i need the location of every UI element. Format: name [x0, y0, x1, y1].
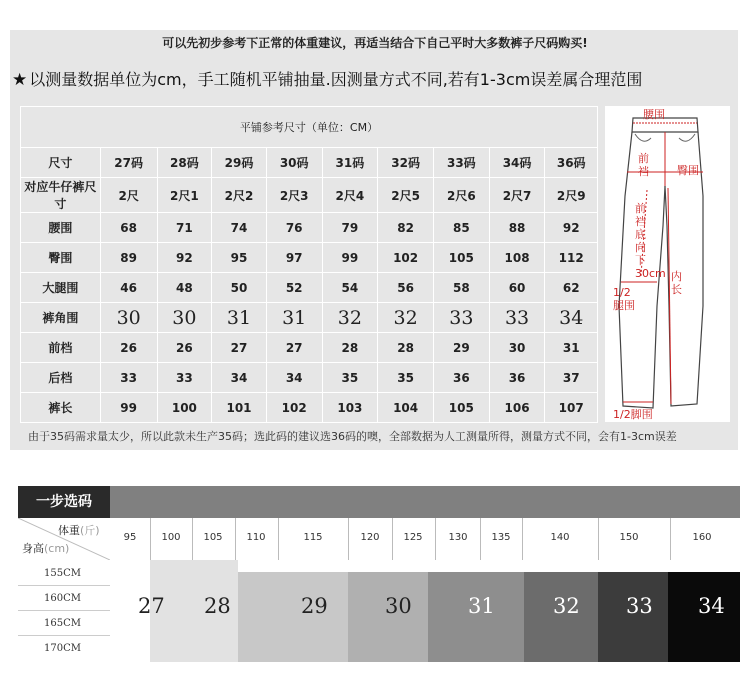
size-block-label: 29 — [301, 594, 328, 618]
size-block-label: 32 — [553, 594, 580, 618]
axis-corner — [18, 518, 110, 560]
size-table-cell: 99 — [100, 393, 157, 423]
size-block — [238, 572, 348, 662]
weight-tick-label: 105 — [203, 532, 223, 543]
height-tick-label: 170CM — [44, 643, 81, 654]
weight-tick-label: 160 — [692, 532, 712, 543]
size-table-row — [21, 273, 598, 303]
size-table-cell: 102 — [266, 393, 322, 423]
size-block-label: 33 — [626, 594, 653, 618]
size-table-cell: 34码 — [489, 148, 545, 178]
size-table-row — [21, 148, 598, 178]
size-table-cell: 26 — [100, 333, 157, 363]
size-table-row — [21, 363, 598, 393]
weight-tick-label: 130 — [448, 532, 468, 543]
size-table-cell: 31 — [545, 333, 598, 363]
height-tick-label: 160CM — [44, 593, 81, 604]
size-table-cell: 71 — [157, 213, 212, 243]
size-table-cell: 35 — [322, 363, 378, 393]
size-table-cell: 52 — [266, 273, 322, 303]
size-table-cell: 58 — [433, 273, 489, 303]
weight-advice-note: 可以先初步参考下正常的体重建议，再适当结合下自己平时大多数裤子尺码购买! — [162, 36, 588, 50]
inseam-label: 内长 — [671, 270, 682, 296]
size-table-cell: 30码 — [266, 148, 322, 178]
size-table-row-label: 前档 — [21, 333, 101, 363]
height-axis-label — [22, 540, 69, 556]
weight-column-divider — [348, 518, 349, 560]
size-table-cell: 99 — [322, 243, 378, 273]
size-table-cell: 26 — [157, 333, 212, 363]
size-table-row-label: 对应牛仔裤尺寸 — [21, 178, 101, 213]
size-table-cell: 28 — [322, 333, 378, 363]
size-table-cell: 29码 — [212, 148, 267, 178]
weight-label-text: 体重 — [58, 524, 80, 537]
height-tick-label: 155CM — [44, 568, 81, 579]
size-table-cell: 100 — [157, 393, 212, 423]
front-rise-label: 前裆 — [638, 152, 649, 178]
weight-tick-label: 150 — [619, 532, 639, 543]
size-table-row — [21, 213, 598, 243]
size-table-row-label: 臀围 — [21, 243, 101, 273]
size-table-cell: 2尺 — [100, 178, 157, 213]
size-table-cell: 33 — [100, 363, 157, 393]
weight-column-divider — [278, 518, 279, 560]
weight-axis — [18, 518, 740, 560]
weight-column-divider — [150, 518, 151, 560]
size-table-row — [21, 178, 598, 213]
size-table-cell: 2尺1 — [157, 178, 212, 213]
weight-column-divider — [480, 518, 481, 560]
size-table-cell: 104 — [378, 393, 434, 423]
size-table-cell: 32 — [322, 303, 378, 333]
size-block-label: 27 — [138, 594, 165, 618]
size-table-cell: 105 — [433, 393, 489, 423]
size-table-row — [21, 333, 598, 363]
size-chart-header-bar — [18, 486, 740, 518]
size-table-cell: 33码 — [433, 148, 489, 178]
size-table-cell: 27 — [212, 333, 267, 363]
size-table-cell: 48 — [157, 273, 212, 303]
size-table-row-label: 腰围 — [21, 213, 101, 243]
measurement-headline-text: 以测量数据单位为cm，手工随机平铺抽量.因测量方式不同,若有1-3cm误差属合理范围 — [29, 70, 643, 89]
size-table-cell: 89 — [100, 243, 157, 273]
weight-tick-label: 115 — [303, 532, 323, 543]
size-table-row-label: 大腿围 — [21, 273, 101, 303]
weight-column-divider — [192, 518, 193, 560]
size-table-cell: 88 — [489, 213, 545, 243]
size-table-cell: 102 — [378, 243, 434, 273]
size-block-label: 34 — [698, 594, 725, 618]
size-table-cell: 36 — [489, 363, 545, 393]
height-label-text: 身高 — [22, 542, 44, 555]
size-table-cell: 28 — [378, 333, 434, 363]
weight-tick-label: 125 — [403, 532, 423, 543]
hip-label: 臀围 — [677, 164, 699, 177]
size-table-cell: 97 — [266, 243, 322, 273]
size-table-cell: 74 — [212, 213, 267, 243]
size-table-cell: 2尺4 — [322, 178, 378, 213]
weight-tick-label: 135 — [491, 532, 511, 543]
size-table-cell: 82 — [378, 213, 434, 243]
weight-column-divider — [235, 518, 236, 560]
size-table-cell: 85 — [433, 213, 489, 243]
weight-tick-label: 120 — [360, 532, 380, 543]
size-table-cell: 35 — [378, 363, 434, 393]
height-axis — [18, 560, 110, 662]
size-table-cell: 92 — [157, 243, 212, 273]
size-table-cell: 105 — [433, 243, 489, 273]
size-table-cell: 33 — [433, 303, 489, 333]
size-table-cell: 50 — [212, 273, 267, 303]
size-table-row-label: 裤角围 — [21, 303, 101, 333]
weight-column-divider — [435, 518, 436, 560]
size-table-cell: 2尺5 — [378, 178, 434, 213]
size-table-row-label: 后档 — [21, 363, 101, 393]
size-table-row — [21, 393, 598, 423]
size-table — [20, 106, 598, 423]
weight-column-divider — [598, 518, 599, 560]
size-chart-title: 一步选码 — [18, 486, 110, 518]
size-table-cell: 108 — [489, 243, 545, 273]
size-block-label: 28 — [204, 594, 231, 618]
size-table-cell: 36码 — [545, 148, 598, 178]
size-table-caption: 平铺参考尺寸（单位：CM） — [21, 107, 598, 148]
weight-column-divider — [392, 518, 393, 560]
size-table-cell: 32码 — [378, 148, 434, 178]
size-table-cell: 107 — [545, 393, 598, 423]
weight-axis-label — [58, 522, 100, 538]
half-hem-label: 1/2脚围 — [613, 408, 653, 421]
size-table-cell: 46 — [100, 273, 157, 303]
size-table-cell: 79 — [322, 213, 378, 243]
size-table-cell: 37 — [545, 363, 598, 393]
size-table-cell: 2尺6 — [433, 178, 489, 213]
height-unit-text: (cm) — [44, 542, 70, 555]
size-table-cell: 30 — [157, 303, 212, 333]
size-table-cell: 68 — [100, 213, 157, 243]
size-table-cell: 30 — [489, 333, 545, 363]
production-note: 由于35码需求量太少，所以此款未生产35码；选此码的建议选36码的噢，全部数据为人工测量所得，测量方式不同，会有1-3cm误差 — [28, 430, 677, 443]
size-table-cell: 92 — [545, 213, 598, 243]
size-table-cell: 56 — [378, 273, 434, 303]
size-selection-grid — [110, 560, 740, 662]
size-table-cell: 27码 — [100, 148, 157, 178]
height-row-divider — [18, 635, 110, 636]
size-table-row-label: 尺寸 — [21, 148, 101, 178]
size-table-cell: 54 — [322, 273, 378, 303]
size-table-row-label: 裤长 — [21, 393, 101, 423]
size-table-cell: 95 — [212, 243, 267, 273]
weight-tick-label: 100 — [161, 532, 181, 543]
size-table-cell: 101 — [212, 393, 267, 423]
size-table-cell: 2尺3 — [266, 178, 322, 213]
size-table-cell: 2尺7 — [489, 178, 545, 213]
size-table-cell: 103 — [322, 393, 378, 423]
size-table-cell: 31 — [212, 303, 267, 333]
size-table-cell: 34 — [266, 363, 322, 393]
size-table-cell: 112 — [545, 243, 598, 273]
size-table-cell: 27 — [266, 333, 322, 363]
size-table-cell: 62 — [545, 273, 598, 303]
pants-outline-icon — [605, 106, 730, 422]
size-table-cell: 33 — [489, 303, 545, 333]
weight-column-divider — [670, 518, 671, 560]
front-rise-down-label: 前裆底向下30cm — [635, 202, 666, 280]
size-table-cell: 76 — [266, 213, 322, 243]
size-table-cell: 60 — [489, 273, 545, 303]
height-row-divider — [18, 585, 110, 586]
waist-label: 腰围 — [643, 108, 665, 121]
size-table-cell: 106 — [489, 393, 545, 423]
size-table-cell: 34 — [212, 363, 267, 393]
size-table-row — [21, 243, 598, 273]
size-table-cell: 31 — [266, 303, 322, 333]
weight-column-divider — [522, 518, 523, 560]
weight-tick-label: 110 — [246, 532, 266, 543]
size-table-cell: 33 — [157, 363, 212, 393]
weight-tick-label: 140 — [550, 532, 570, 543]
size-table-cell: 30 — [100, 303, 157, 333]
height-tick-label: 165CM — [44, 618, 81, 629]
measurement-headline — [12, 66, 742, 94]
size-table-cell: 29 — [433, 333, 489, 363]
size-table-cell: 31码 — [322, 148, 378, 178]
star-icon: ★ — [12, 70, 28, 90]
weight-unit-text: (斤) — [80, 524, 100, 537]
size-table-cell: 36 — [433, 363, 489, 393]
size-table-cell: 34 — [545, 303, 598, 333]
size-table-row — [21, 303, 598, 333]
pants-diagram — [605, 106, 730, 422]
size-table-cell: 2尺2 — [212, 178, 267, 213]
size-table-cell: 28码 — [157, 148, 212, 178]
weight-tick-label: 95 — [123, 532, 137, 543]
size-block-label: 31 — [468, 594, 495, 618]
size-table-cell: 2尺9 — [545, 178, 598, 213]
height-row-divider — [18, 610, 110, 611]
half-thigh-label: 1/2腿围 — [613, 286, 635, 312]
size-block-label: 30 — [385, 594, 412, 618]
size-table-cell: 32 — [378, 303, 434, 333]
